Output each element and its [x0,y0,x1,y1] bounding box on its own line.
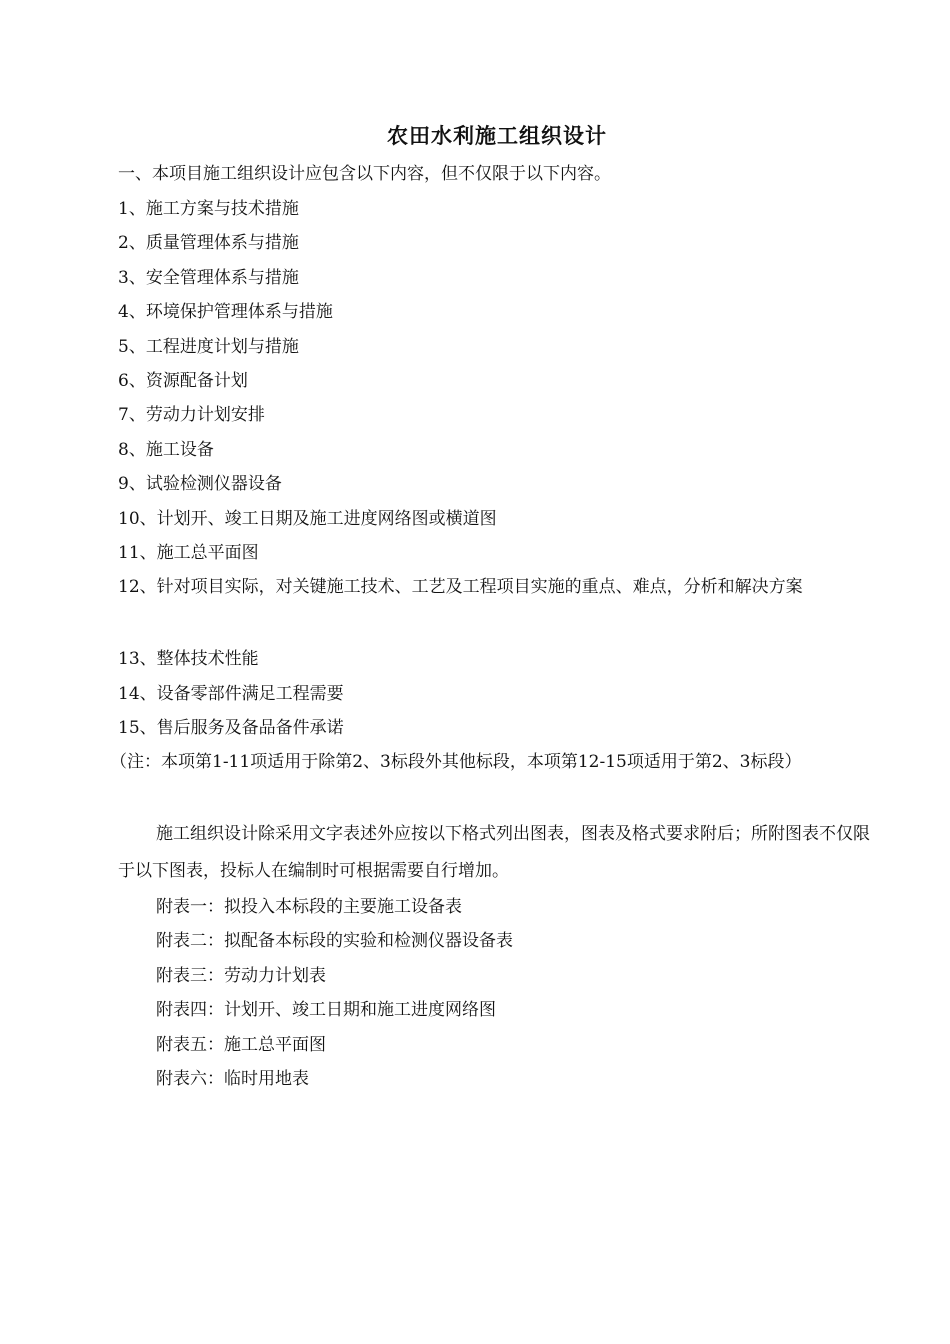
list-item: 5、工程进度计划与措施 [118,337,299,357]
attachment-item: 附表四：计划开、竣工日期和施工进度网络图 [156,1000,496,1020]
list-item: 13、整体技术性能 [118,649,259,669]
note-text: （注：本项第1-11项适用于除第2、3标段外其他标段，本项第12-15项适用于第2、3标段） [110,752,802,772]
list-item: 3、安全管理体系与措施 [118,268,299,288]
list-item: 8、施工设备 [118,440,214,460]
list-item: 2、质量管理体系与措施 [118,233,299,253]
list-item: 11、施工总平面图 [118,543,259,563]
list-item: 14、设备零部件满足工程需要 [118,684,344,704]
attachment-item: 附表一：拟投入本标段的主要施工设备表 [156,897,462,917]
list-item: 7、劳动力计划安排 [118,405,265,425]
list-item: 4、环境保护管理体系与措施 [118,302,333,322]
list-item: 9、试验检测仪器设备 [118,474,282,494]
document-title: 农田水利施工组织设计 [387,123,607,148]
intro-line: 一、本项目施工组织设计应包含以下内容，但不仅限于以下内容。 [118,164,611,184]
list-item: 6、资源配备计划 [118,371,248,391]
body-paragraph: 施工组织设计除采用文字表述外应按以下格式列出图表，图表及格式要求附后；所附图表不仅限于以下图表，投标人在编制时可根据需要自行增加。 [118,824,870,881]
attachment-item: 附表五：施工总平面图 [156,1035,326,1055]
attachment-item: 附表二：拟配备本标段的实验和检测仪器设备表 [156,931,513,951]
list-item-wrapped: 12、针对项目实际，对关键施工技术、工艺及工程项目实施的重点、难点，分析和解决方案 [118,577,803,597]
list-item: 1、施工方案与技术措施 [118,199,299,219]
list-item: 15、售后服务及备品备件承诺 [118,718,344,738]
list-item: 10、计划开、竣工日期及施工进度网络图或横道图 [118,509,497,529]
attachment-item: 附表六：临时用地表 [156,1069,309,1089]
attachment-item: 附表三：劳动力计划表 [156,966,326,986]
